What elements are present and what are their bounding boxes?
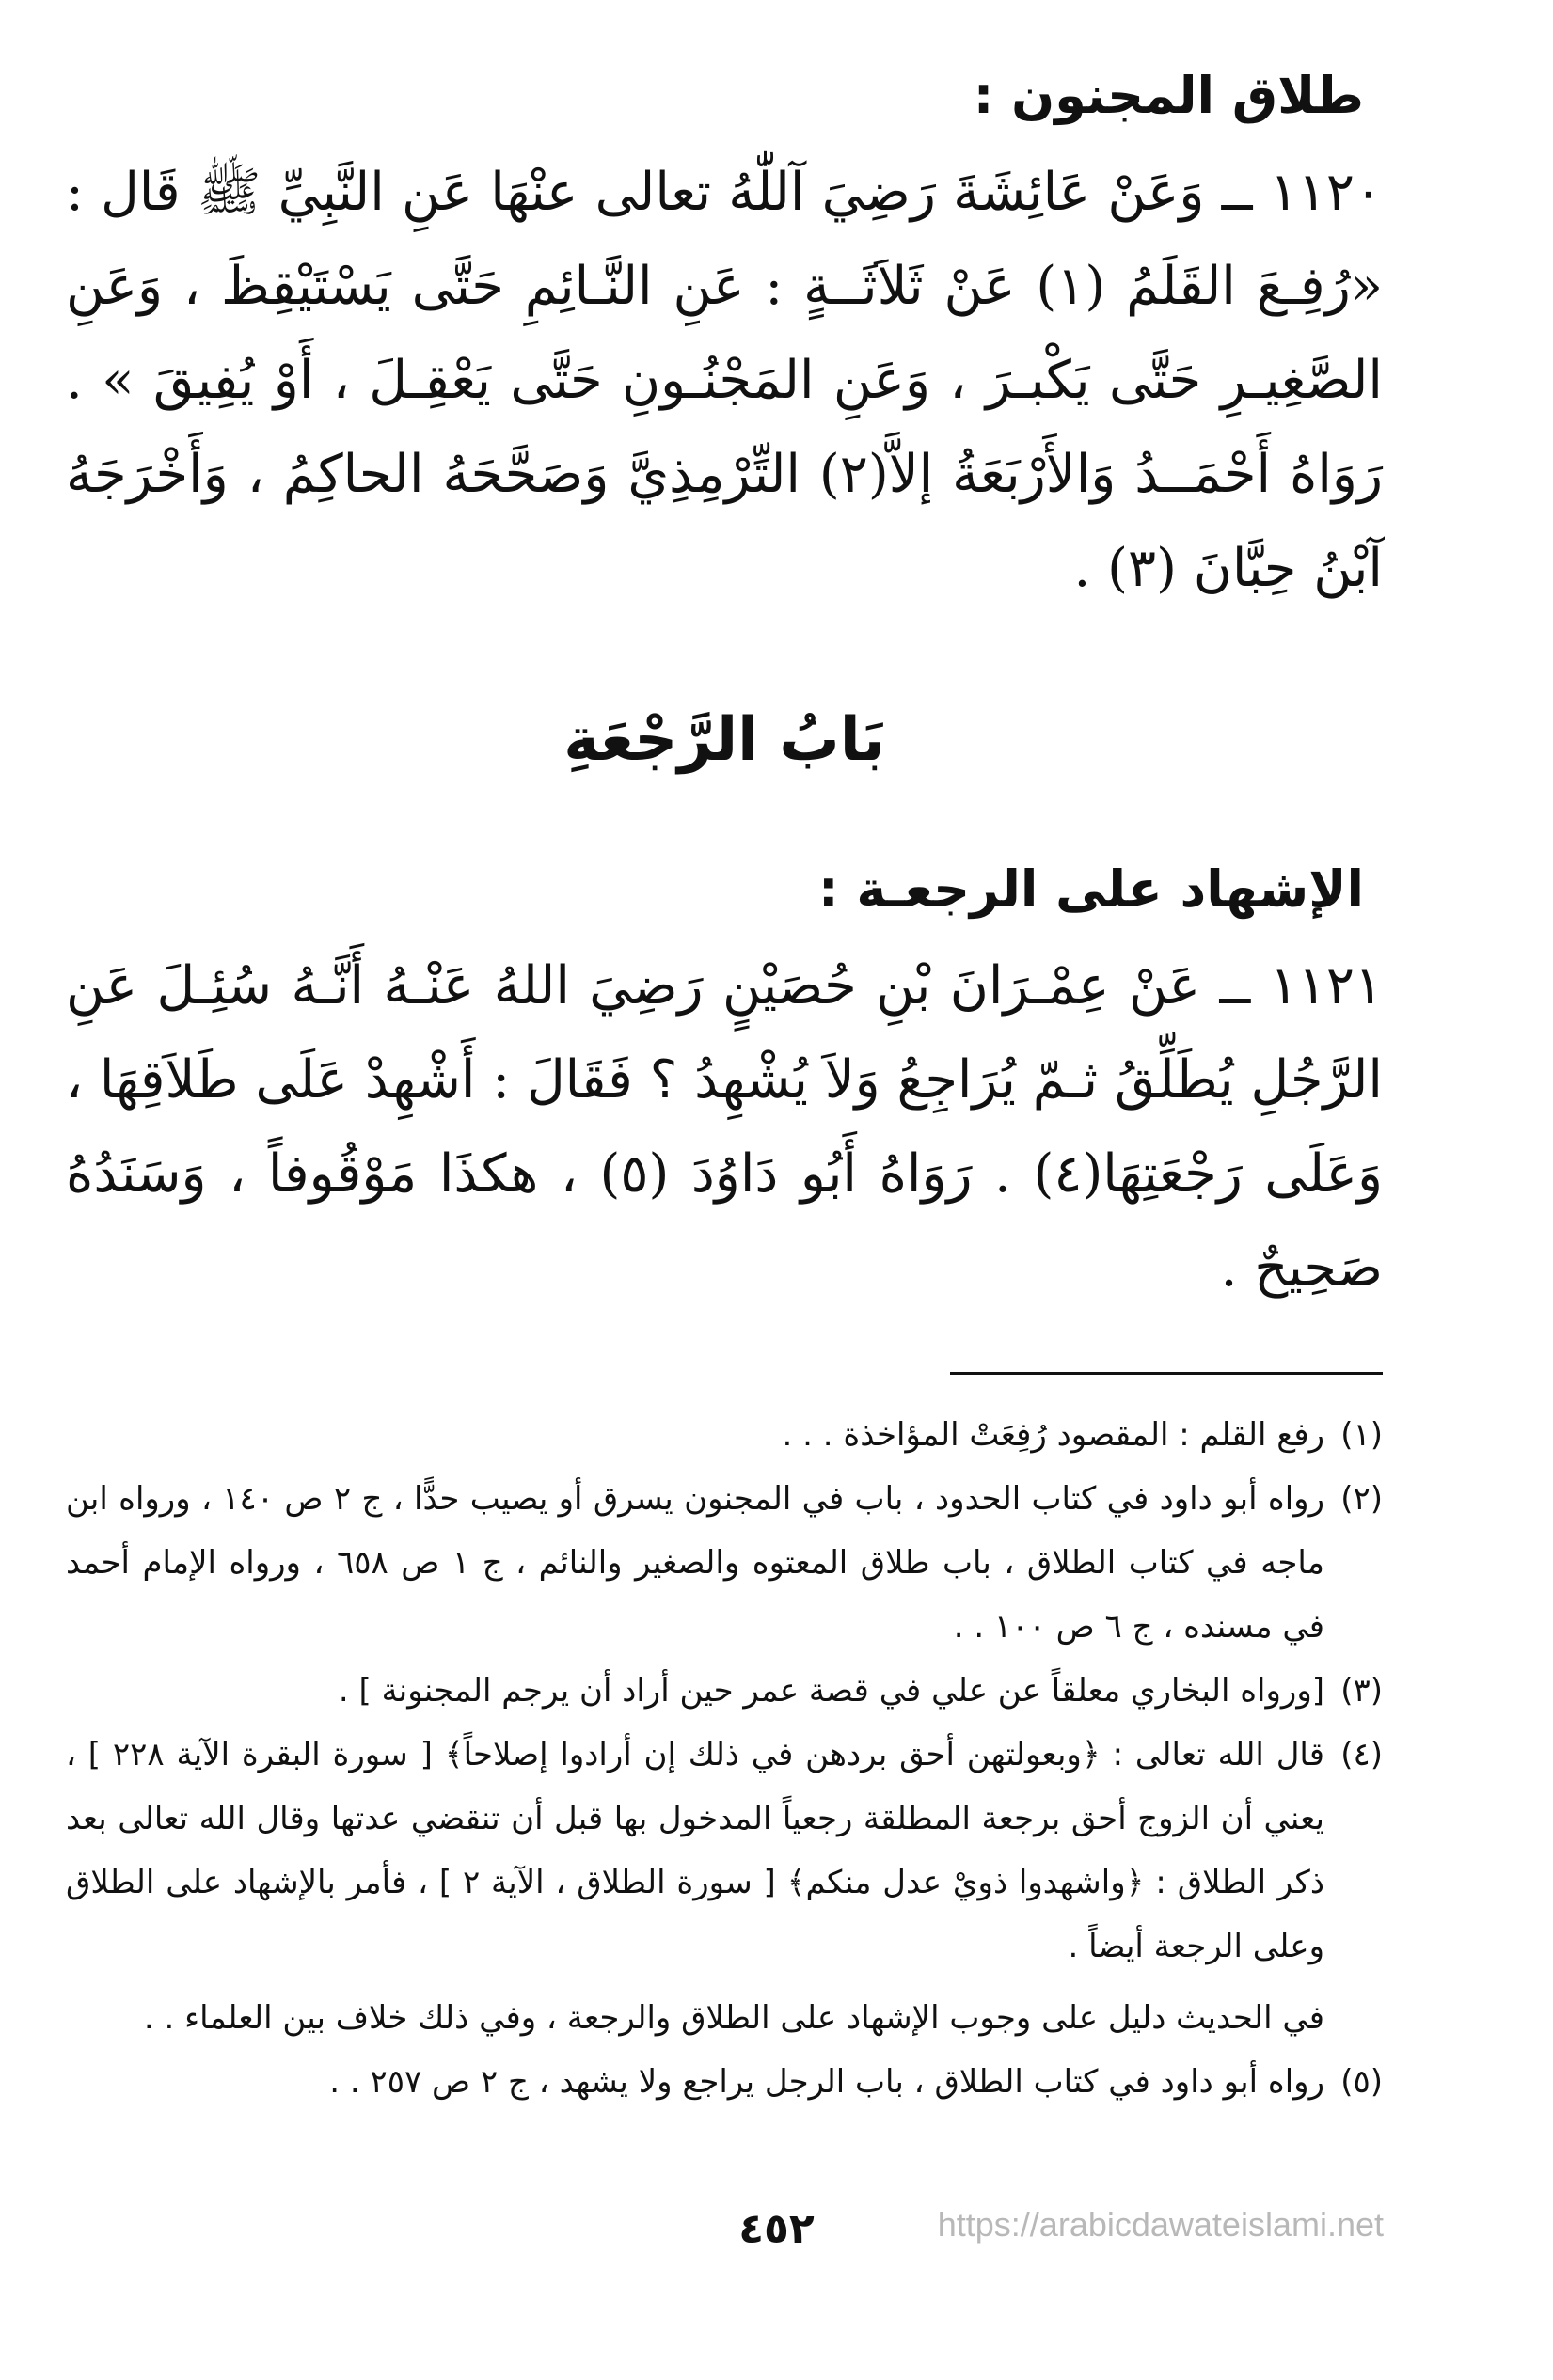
footnote-4: [66, 1723, 1383, 1978]
footnote-text: رواه أبو داود في كتاب الطلاق ، باب الرجل يراجع ولا يشهد ، ج ٢ ص ٢٥٧ . .: [329, 2062, 1324, 2101]
footnote-number: (٢): [1340, 1479, 1383, 1518]
page-number: ٤٥٢: [738, 2205, 815, 2253]
section-heading-insane-divorce: طلاق المجنون :: [973, 66, 1364, 125]
footnote-1: [66, 1403, 1383, 1467]
hadith-1120: ١١٢٠ ــ وَعَنْ عَائِشَةَ رَضِيَ آللّٰهُ تعالى عنْهَا عَنِ النَّبِيِّ ﷺ قَال : «رُفِـعَ القَلَمُ (١) عَنْ ثَلاَثَــةٍ : عَنِ النَّـائِمِ حَتَّى يَسْتَيْقِظَ ، وَعَنِ الصَّغِيـرِ حَتَّى يَكْبـرَ ، وَعَنِ المَجْنُـونِ حَتَّى يَعْقِـلَ ، أَوْ يُفِيقَ » . رَوَاهُ أَحْمَــدُ وَالأَرْبَعَةُ إلاَّ(٢) التِّرْمِذِيَّ وَصَحَّحَهُ الحاكِمُ ، وَأَخْرَجَهُ آبْنُ حِبَّانَ (٣) .: [66, 161, 1383, 599]
footnote-number: (٥): [1340, 2062, 1383, 2101]
footnote-number: (٤): [1340, 1735, 1384, 1773]
footnote-separator: [950, 1372, 1383, 1375]
footnote-number: (٣): [1340, 1671, 1383, 1710]
footnote-2: [66, 1467, 1383, 1659]
footnote-3: [66, 1659, 1383, 1723]
footnote-text: رواه أبو داود في كتاب الحدود ، باب في المجنون يسرق أو يصيب حدًّا ، ج ٢ ص ١٤٠ ، ورواه ابن ماجه في كتاب الطلاق ، باب طلاق المعتوه والصغير والنائم ، ج ١ ص ٦٥٨ ، ورواه الإمام أحمد في مسنده ، ج ٦ ص ١٠٠ . .: [66, 1479, 1324, 1646]
footnote-5: [66, 2050, 1383, 2114]
footnotes: [66, 1403, 1383, 2114]
watermark-url: https://arabicdawateislami.net: [937, 2205, 1384, 2244]
footnote-4-commentary: في الحديث دليل على وجوب الإشهاد على الطلاق والرجعة ، وفي ذلك خلاف بين العلماء . .: [143, 1998, 1324, 2037]
footnote-text: رفع القلم : المقصود رُفِعَتْ المؤاخذة . . .: [782, 1415, 1324, 1454]
page-content: [66, 66, 1383, 2341]
footnote-text: قال الله تعالى : ﴿وبعولتهن أحق بردهن في ذلك إن أرادوا إصلاحاً﴾ [ سورة البقرة الآية ٢٢٨ ] ، يعني أن الزوج أحق برجعة المطلقة رجعياً المدخول بها قبل أن تنقضي عدتها وقال الله تعالى بعد ذكر الطلاق : ﴿واشهدوا ذويْ عدل منكم﴾ [ سورة الطلاق ، الآية ٢ ] ، فأمر بالإشهاد على الطلاق وعلى الرجعة أيضاً .: [66, 1735, 1325, 1965]
section-heading-witnessing: الإشهاد على الرجعـة :: [818, 859, 1364, 919]
hadith-1121: ١١٢١ ــ عَنْ عِمْـرَانَ بْنِ حُصَيْنٍ رَضِيَ اللهُ عَنْـهُ أَنَّـهُ سُئِـلَ عَنِ الرَّجُلِ يُطَلِّقُ ثـمّ يُرَاجِعُ وَلاَ يُشْهِدُ ؟ فَقَالَ : أَشْهِدْ عَلَى طَلاَقِهَا ، وَعَلَى رَجْعَتِهَا(٤) . رَوَاهُ أَبُو دَاوُدَ (٥) ، هكذَا مَوْقُوفاً ، وَسَنَدُهُ صَحِيحٌ .: [66, 954, 1383, 1299]
footnote-text: [ورواه البخاري معلقاً عن علي في قصة عمر حين أراد أن يرجم المجنونة ] .: [338, 1671, 1324, 1710]
footnote-number: (١): [1340, 1415, 1383, 1454]
chapter-title: بَابُ الرَّجْعَةِ: [563, 704, 885, 775]
